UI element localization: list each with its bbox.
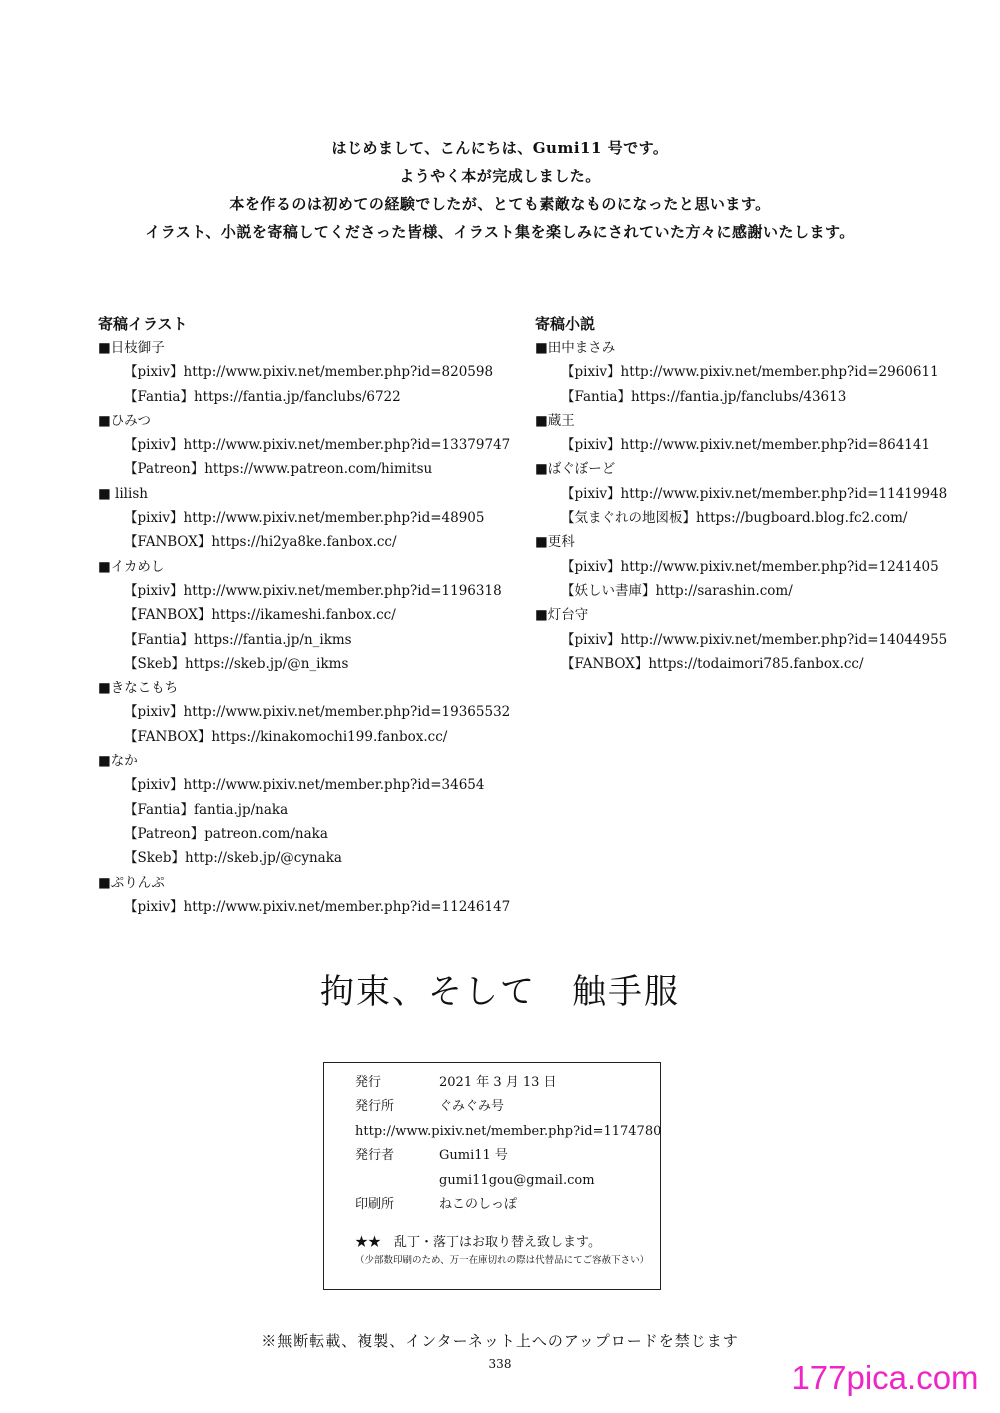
contributor-link: 【pixiv】http://www.pixiv.net/member.php?id=2960611 (561, 364, 939, 381)
contributor-link: 【Fantia】https://fantia.jp/n_ikms (124, 631, 352, 648)
contributed-novels (535, 312, 955, 676)
colophon-publisher-row (355, 1095, 660, 1119)
contributor-link: 【Patreon】patreon.com/naka (124, 825, 328, 842)
replacement-notice-detail: （少部数印刷のため、万一在庫切れの際は代替品にてご容赦下さい） (355, 1255, 650, 1267)
contributor-name: ■灯台守 (535, 607, 589, 624)
contributor-link: 【気まぐれの地図板】https://bugboard.blog.fc2.com/ (561, 510, 908, 527)
colophon-issuer-row (355, 1144, 660, 1168)
intro-line: イラスト、小説を寄稿してくださった皆様、イラスト集を楽しみにされていた方々に感謝いたします。 (145, 223, 855, 241)
contributor-link: 【pixiv】http://www.pixiv.net/member.php?id=820598 (124, 364, 494, 381)
contributor-name: ■蔵王 (535, 412, 575, 429)
copyright-notice: ※無断転載、複製、インターネット上へのアップロードを禁じます (261, 1332, 739, 1350)
contributor-name: ■ばぐぼーど (535, 461, 616, 478)
intro-message (0, 134, 1000, 246)
contributor-link: 【FANBOX】https://hi2ya8ke.fanbox.cc/ (124, 534, 397, 551)
contributor-link: 【FANBOX】https://todaimori785.fanbox.cc/ (561, 655, 864, 672)
contributor-link: 【FANBOX】https://kinakomochi199.fanbox.cc/ (124, 728, 448, 745)
contributor-name: ■なか (98, 753, 138, 770)
contributor-name: ■ひみつ (98, 412, 151, 429)
contributor-name: ■きなこもち (98, 680, 179, 697)
intro-line: はじめまして、こんにちは、Gumi11 号です。 (331, 139, 669, 157)
printer-name: ねこのしっぽ (439, 1196, 518, 1212)
contributor-link: 【pixiv】http://www.pixiv.net/member.php?id=34654 (124, 777, 485, 794)
issuer-label: 発行者 (355, 1148, 395, 1164)
contributor-link: 【Patreon】https://www.patreon.com/himitsu (124, 461, 433, 478)
contributor-link: 【pixiv】http://www.pixiv.net/member.php?id=48905 (124, 510, 485, 527)
contributor-name: ■更科 (535, 534, 575, 551)
contributor-name: ■田中まさみ (535, 340, 616, 356)
contributor-link: 【pixiv】http://www.pixiv.net/member.php?id=864141 (561, 437, 931, 454)
contributor-link: 【Skeb】https://skeb.jp/@n_ikms (124, 655, 349, 672)
colophon-printer-row (355, 1193, 660, 1217)
watermark: 177pica.com (791, 1359, 979, 1396)
book-title: 拘束、そして 触手服 (320, 972, 680, 1012)
intro-line: 本を作るのは初めての経験でしたが、とても素敵なものになったと思います。 (229, 195, 771, 213)
issue-label: 発行 (355, 1075, 382, 1090)
contributor-link: 【Fantia】fantia.jp/naka (124, 801, 289, 818)
colophon-box (323, 1062, 661, 1290)
contributor-name: ■イカめし (98, 558, 165, 575)
issuer-name: Gumi11 号 (439, 1148, 508, 1164)
contributor-link: 【FANBOX】https://ikameshi.fanbox.cc/ (124, 607, 396, 624)
contributor-link: 【pixiv】http://www.pixiv.net/member.php?id=13379747 (124, 437, 511, 454)
contributor-name: ■ lilish (98, 485, 148, 502)
publisher-url: http://www.pixiv.net/member.php?id=1174780 (355, 1123, 662, 1139)
contributor-link: 【Fantia】https://fantia.jp/fanclubs/6722 (124, 388, 401, 405)
contributor-name: ■ぷりんぷ (98, 874, 165, 891)
contributed-illustrations (98, 312, 518, 919)
illustrations-heading: 寄稿イラスト (98, 315, 188, 333)
contributor-link: 【pixiv】http://www.pixiv.net/member.php?id=11246147 (124, 898, 511, 915)
contributor-name: ■日枝御子 (98, 340, 165, 356)
replacement-notice: ★★ 乱丁・落丁はお取り替え致します。 (355, 1235, 601, 1251)
contributor-link: 【pixiv】http://www.pixiv.net/member.php?id=14044955 (561, 631, 948, 648)
issue-date: 2021 年 3 月 13 日 (439, 1075, 557, 1090)
colophon-issue-row (355, 1071, 660, 1095)
page-number: 338 (488, 1357, 512, 1371)
contributor-link: 【pixiv】http://www.pixiv.net/member.php?id=11419948 (561, 485, 948, 502)
intro-line: ようやく本が完成しました。 (399, 167, 601, 185)
novels-heading: 寄稿小説 (535, 315, 596, 333)
contributor-link: 【pixiv】http://www.pixiv.net/member.php?id=1196318 (124, 582, 502, 599)
contributor-link: 【pixiv】http://www.pixiv.net/member.php?id=19365532 (124, 704, 511, 721)
contributor-link: 【Skeb】http://skeb.jp/@cynaka (124, 850, 342, 867)
printer-label: 印刷所 (355, 1196, 395, 1212)
publisher-label: 発行所 (355, 1099, 395, 1115)
issuer-email: gumi11gou@gmail.com (439, 1172, 595, 1188)
contributor-link: 【pixiv】http://www.pixiv.net/member.php?id=1241405 (561, 558, 939, 575)
contributor-link: 【妖しい書庫】http://sarashin.com/ (561, 582, 793, 599)
publisher-name: ぐみぐみ号 (439, 1099, 505, 1115)
contributor-link: 【Fantia】https://fantia.jp/fanclubs/43613 (561, 388, 847, 405)
